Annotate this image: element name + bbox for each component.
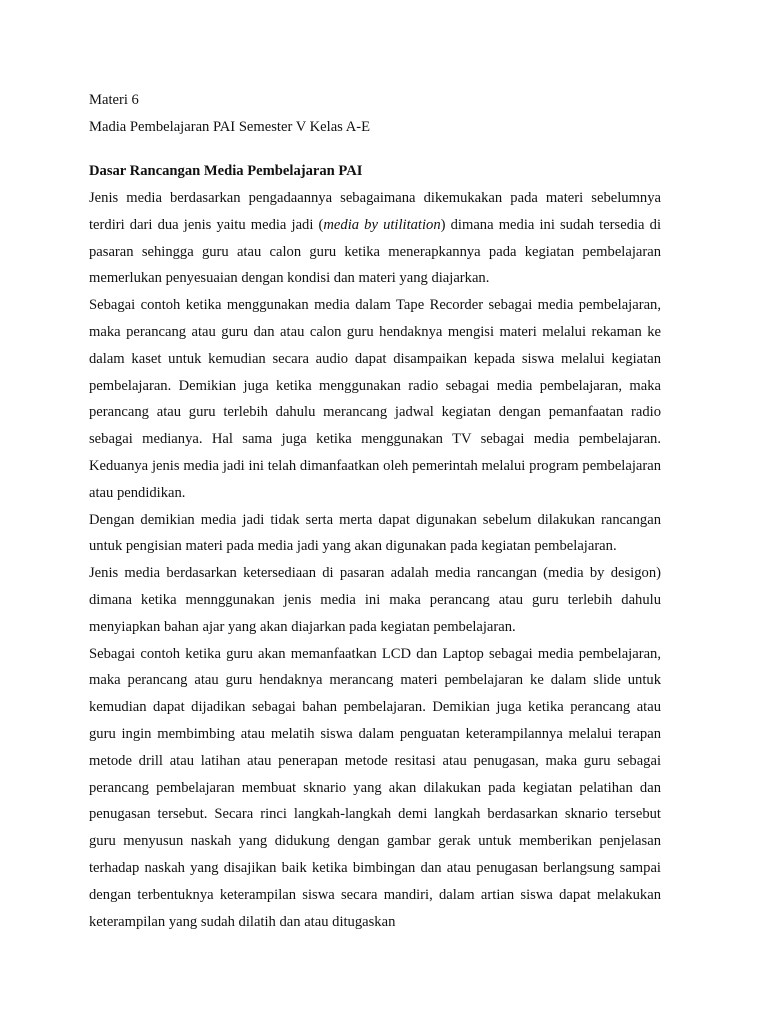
paragraph-3: Dengan demikian media jadi tidak serta merta dapat digunakan sebelum dilakukan rancangan untuk pengisian materi pada media jadi yang akan digunakan pada kegiatan pembelajaran. bbox=[89, 511, 661, 555]
paragraph-1 bbox=[89, 185, 661, 292]
document-body bbox=[89, 87, 661, 935]
paragraph-1-italic-term: media by utilitation bbox=[323, 216, 441, 233]
material-number: Materi 6 bbox=[89, 92, 139, 108]
paragraph-1-text-start: Jenis media berdasarkan pengadaannya sebagaimana dikemukakan pada materi sebelumnya terdiri dari dua jenis yaitu media jadi ( bbox=[89, 190, 661, 233]
paragraph-1-text-end: ) dimana media ini sudah tersedia di pasaran sehingga guru atau calon guru ketika menerapkannya pada kegiatan pembelajaran memerlukan penyesuaian dengan kondisi dan materi yang diajarkan. bbox=[89, 216, 661, 287]
paragraph-4: Jenis media berdasarkan ketersediaan di pasaran adalah media rancangan (media by desigon) dimana ketika mennggunakan jenis media ini maka perancang atau guru terlebih dahulu menyiapkan bahan ajar yang akan diajarkan pada kegiatan pembelajaran. bbox=[89, 565, 661, 635]
section-heading: Dasar Rancangan Media Pembelajaran PAI bbox=[89, 163, 363, 179]
course-title: Madia Pembelajaran PAI Semester V Kelas A-E bbox=[89, 119, 371, 135]
paragraph-5: Sebagai contoh ketika guru akan memanfaatkan LCD dan Laptop sebagai media pembelajaran, maka perancang atau guru hendaknya merancang materi pembelajaran ke dalam slide untuk kemudian dapat dijadikan sebagai bahan pembelajaran. Demikian juga ketika perancang atau guru ingin membimbing atau melatih siswa dalam penguatan keterampilannya melalui terapan metode drill atau latihan atau penerapan metode resitasi atau penugasan, maka guru sebagai perancang pembelajaran membuat sknario yang akan dilakukan pada kegiatan pelatihan dan penugasan tersebut. Secara rinci langkah-langkah demi langkah berdasarkan sknario tersebut guru menyusun naskah yang didukung dengan gambar gerak untuk memberikan penjelasan terhadap naskah yang disajikan baik ketika bimbingan dan atau penugasan berlangsung sampai dengan terbentuknya keterampilan siswa secara mandiri, dalam artian siswa dapat melakukan keterampilan yang sudah dilatih dan atau ditugaskan bbox=[89, 645, 661, 930]
paragraph-2: Sebagai contoh ketika menggunakan media dalam Tape Recorder sebagai media pembelajaran, maka perancang atau guru dan atau calon guru hendaknya mengisi materi melalui rekaman ke dalam kaset untuk kemudian secara audio dapat disampaikan kepada siswa melalui kegiatan pembelajaran. Demikian juga ketika menggunakan radio sebagai media pembelajaran, maka perancang atau guru terlebih dahulu merancang jadwal kegiatan dengan pemanfaatan radio sebagai medianya. Hal sama juga ketika menggunakan TV sebagai media pembelajaran. Keduanya jenis media jadi ini telah dimanfaatkan oleh pemerintah melalui program pembelajaran atau pendidikan. bbox=[89, 297, 661, 501]
